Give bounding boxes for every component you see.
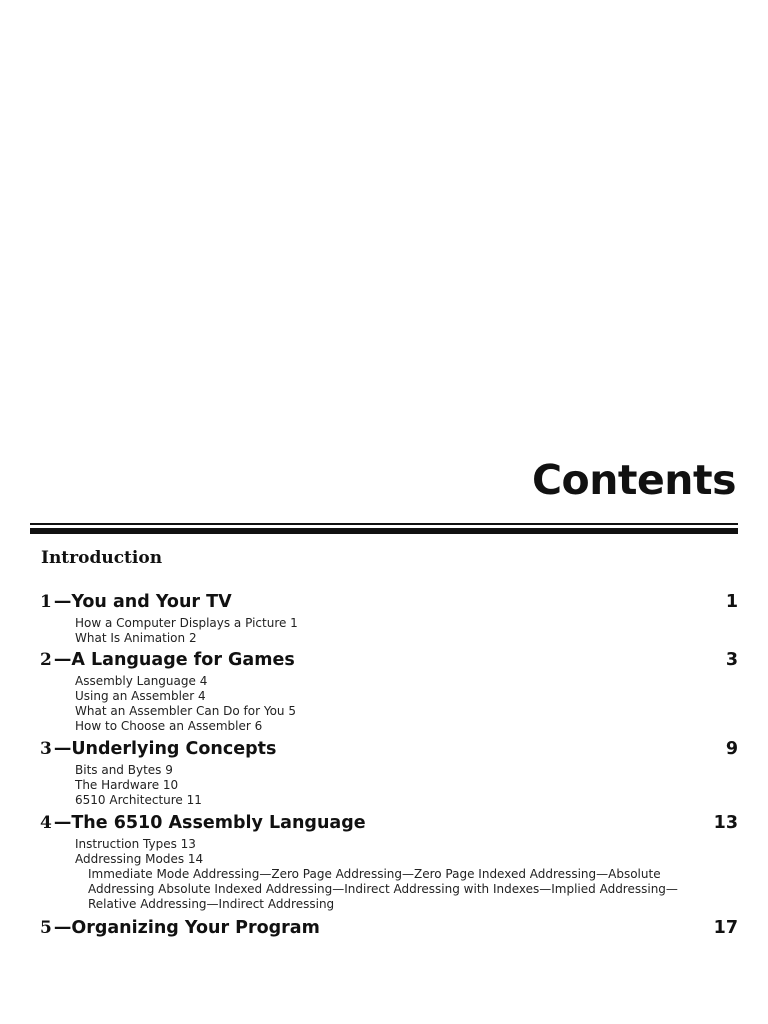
toc-chapter-2[interactable] (40, 650, 738, 670)
toc-chapter-5[interactable] (40, 918, 738, 938)
chapter-2-sections (75, 674, 738, 734)
title-rule-thin (30, 523, 738, 525)
chapter-4-subsections (88, 867, 738, 912)
chapter-page: 1 (725, 592, 738, 612)
list-item[interactable]: How a Computer Displays a Picture 1 (75, 616, 298, 630)
list-item[interactable]: The Hardware 10 (75, 778, 179, 792)
list-item: Addressing Absolute Indexed Addressing—Indirect Addressing with Indexes—Implied Addressing— (88, 882, 678, 896)
chapter-3-sections (75, 763, 738, 808)
page-title: Contents (531, 456, 736, 504)
list-item[interactable]: Addressing Modes 14 (75, 852, 204, 866)
chapter-title: 2 —A Language for Games (40, 650, 295, 670)
list-item[interactable]: Assembly Language 4 (75, 674, 208, 688)
list-item[interactable]: Bits and Bytes 9 (75, 763, 173, 777)
introduction-label: Introduction (41, 548, 163, 568)
chapter-page: 17 (713, 918, 738, 938)
chapter-title: 4 —The 6510 Assembly Language (40, 813, 366, 833)
list-item[interactable]: Instruction Types 13 (75, 837, 196, 851)
chapter-1-sections (75, 616, 738, 646)
chapter-page: 3 (725, 650, 738, 670)
list-item[interactable]: How to Choose an Assembler 6 (75, 719, 263, 733)
chapter-page: 13 (713, 813, 738, 833)
chapter-title: 3 —Underlying Concepts (40, 739, 277, 759)
toc-chapter-4[interactable] (40, 813, 738, 833)
list-item: Immediate Mode Addressing—Zero Page Addressing—Zero Page Indexed Addressing—Absolute (88, 867, 661, 881)
list-item[interactable]: Using an Assembler 4 (75, 689, 206, 703)
toc-chapter-3[interactable] (40, 739, 738, 759)
list-item[interactable]: What an Assembler Can Do for You 5 (75, 704, 296, 718)
chapter-page: 9 (725, 739, 738, 759)
list-item: Relative Addressing—Indirect Addressing (88, 897, 335, 911)
list-item[interactable]: 6510 Architecture 11 (75, 793, 202, 807)
toc-chapter-1[interactable] (40, 592, 738, 612)
table-of-contents (40, 548, 738, 938)
chapter-title: 1 —You and Your TV (40, 592, 232, 612)
toc-introduction[interactable] (40, 548, 738, 568)
list-item[interactable]: What Is Animation 2 (75, 631, 197, 645)
title-rule-thick (30, 528, 738, 534)
chapter-4-sections (75, 837, 738, 867)
chapter-title: 5 —Organizing Your Program (40, 918, 320, 938)
